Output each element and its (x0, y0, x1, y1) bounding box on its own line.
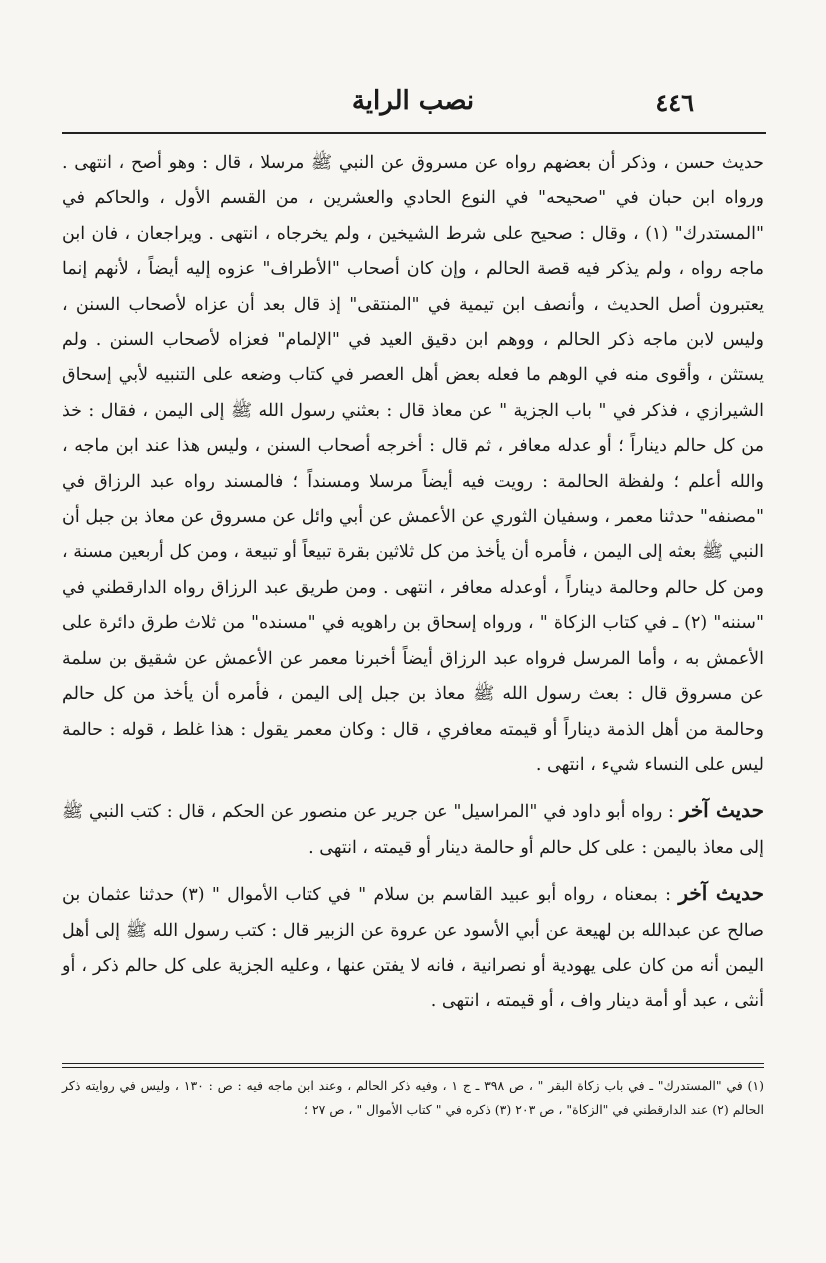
footnote-rule (62, 1063, 764, 1064)
paragraph-1: حديث حسن ، وذكر أن بعضهم رواه عن مسروق عن النبي ﷺ مرسلا ، قال : وهو أصح ، انتهى . ورواه ابن حبان في "صحيحه" في النوع الحادي والعشرين ، من القسم الأول ، والحاكم في "المستدرك" (١) ، وقال : صحيح على شرط الشيخين ، ولم يخرجاه ، انتهى . ويراجعان ، فان ابن ماجه رواه ، ولم يذكر فيه قصة الحالم ، وإن كان أصحاب "الأطراف" عزوه إليه أيضاً ، لأنهم إنما يعتبرون أصل الحديث ، وأنصف ابن تيمية في "المنتقى" إذ قال بعد أن عزاه لأصحاب السنن ، وليس لابن ماجه ذكر الحالم ، ووهم ابن دقيق العيد في "الإلمام" فعزاه لأصحاب السنن . ولم يستثن ، وأقوى منه في الوهم ما فعله بعض أهل العصر في كتاب وضعه على التنبيه لأبي إسحاق الشيرازي ، فذكر في " باب الجزية " عن معاذ قال : بعثني رسول الله ﷺ إلى اليمن ، فقال : خذ من كل حالم ديناراً ؛ أو عدله معافر ، ثم قال : أخرجه أصحاب السنن ، وليس هذا عند ابن ماجه ، والله أعلم ؛ ولفظة الحالمة : رويت فيه أيضاً مرسلا ومسنداً ؛ فالمسند رواه عبد الرزاق في "مصنفه" حدثنا معمر ، وسفيان الثوري عن الأعمش عن أبي وائل عن مسروق عن معاذ بن جبل أن النبي ﷺ بعثه إلى اليمن ، فأمره أن يأخذ من كل ثلاثين بقرة تبيعاً أو تبيعة ، ومن كل أربعين مسنة ، ومن كل حالم وحالمة ديناراً ، أوعدله معافر ، انتهى . ومن طريق عبد الرزاق رواه الدارقطني في "سننه" (٢) ـ في كتاب الزكاة " ، ورواه إسحاق بن راهويه في "مسنده" من ثلاث طرق دائرة على الأعمش به ، وأما المرسل فرواه عبد الرزاق أيضاً أخبرنا معمر عن الأعمش عن شقيق بن سلمة عن مسروق قال : بعث رسول الله ﷺ معاذ بن جبل إلى اليمن ، فأمره أن يأخذ من كل حالم وحالمة من أهل الذمة ديناراً أو قيمته معافري ، قال : وكان معمر يقول : هذا غلط ، قوله : حالمة ليس على النساء شيء ، انتهى . (62, 153, 764, 775)
running-title: نصب الراية (351, 86, 475, 116)
paragraph-3-lead: حديث آخر (678, 881, 764, 906)
paragraph-2 (62, 793, 764, 866)
paragraph-3 (62, 876, 764, 1020)
footnotes (62, 1074, 764, 1122)
main-text (62, 146, 764, 1020)
paragraph-2-text: : رواه أبو داود في "المراسيل" عن جرير عن منصور عن الحكم ، قال : كتب النبي ﷺ إلى معاذ باليمن : على كل حالم أو حالمة دينار أو قيمته ، انتهى . (62, 802, 764, 858)
footnote-text: (١) في "المستدرك" ـ في باب زكاة البقر " ، ص ٣٩٨ ـ ج ١ ، وفيه ذكر الحالم ، وعند ابن ماجه فيه : ص : ١٣٠ ، وليس في روايته ذكر الحالم (٢) عند الدارقطني في "الزكاة" ، ص ٢٠٣ (٣) ذكره في " كتاب الأموال " ، ص ٢٧ ؛ (62, 1078, 765, 1117)
header-rule (62, 132, 766, 134)
paragraph-3-text: : بمعناه ، رواه أبو عبيد القاسم بن سلام " في كتاب الأموال " (٣) حدثنا عثمان بن صالح عن عبدالله بن لهيعة عن أبي الأسود عن عروة عن الزبير قال : كتب رسول الله ﷺ إلى أهل اليمن أنه من كان على يهودية أو نصرانية ، فانه لا يفتن عنها ، وعليه الجزية على كل حالم ذكر ، أو أنثى ، عبد أو أمة دينار واف ، أو قيمته ، انتهى . (62, 885, 764, 1012)
page-header (62, 84, 764, 124)
paragraph-2-lead: حديث آخر (679, 798, 765, 823)
footnote-rule-lower (62, 1067, 764, 1068)
page-number: ٤٤٦ (655, 88, 694, 117)
